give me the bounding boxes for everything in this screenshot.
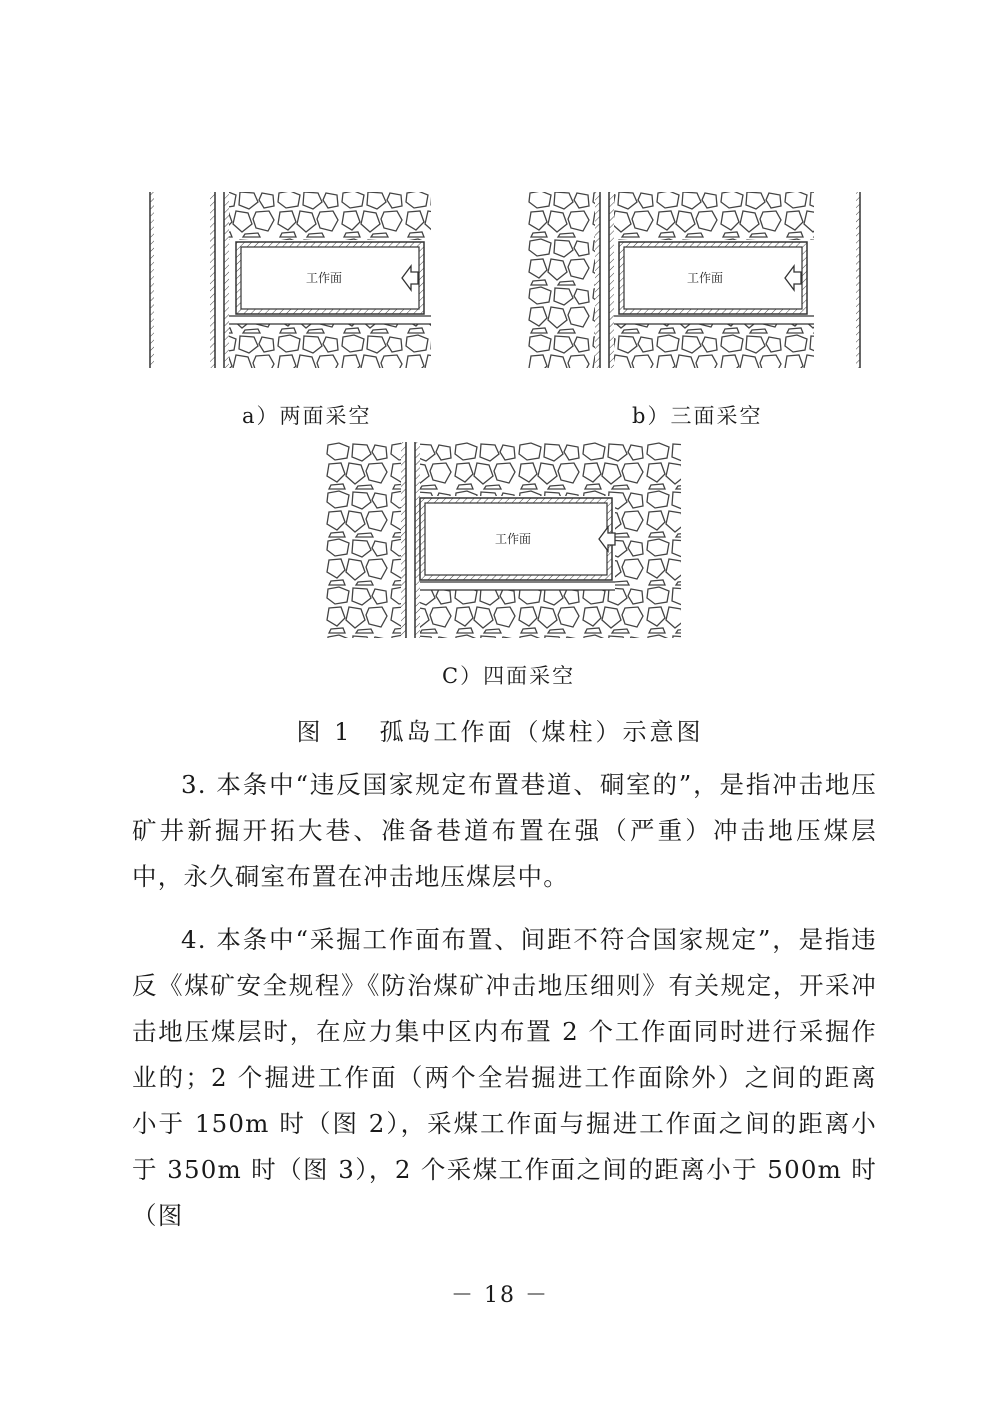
goaf-boundary-right [856,192,860,368]
goaf-right [615,496,681,590]
figure-a [148,190,431,370]
figure-title: 图 1 孤岛工作面（煤柱）示意图 [296,718,704,746]
workface-label: 工作面 [494,532,532,546]
workface-label: 工作面 [686,271,724,285]
paragraph-4: 4. 本条中“采掘工作面布置、间距不符合国家规定”，是指违反《煤矿安全规程》《防治煤矿冲击地压细则》有关规定，开采冲击地压煤层时，在应力集中区内布置 2 个工作面同时进行采掘作业的；2 个掘进工作面（两个全岩掘进工作面除外）之间的距离小于 150m 时（图 2），采煤工作面与掘进工作面之间的距离小于 350m 时（图 3），2 个采煤工作面之间的距离小于 500m 时（图 [132,925,877,1230]
roadway-vertical [401,442,420,638]
workface-panel [420,498,615,580]
figure-b [527,190,864,370]
goaf-top [420,442,681,496]
goaf-left [527,192,595,368]
goaf-bottom [614,324,814,368]
workface-panel [236,242,424,314]
goaf-top [614,192,814,240]
roadway-vertical [595,192,614,368]
caption-c: C）四面采空 [442,664,576,688]
workface-panel [619,242,807,314]
coal-goaf-top [229,192,431,240]
roadway-vertical [210,192,229,368]
caption-b: b）三面采空 [632,404,763,428]
figure-c [325,442,681,638]
caption-a: a）两面采空 [242,404,372,428]
page-number: － 18 － [451,1283,549,1308]
goaf-boundary-left [150,192,154,368]
goaf-left [325,442,401,638]
workface-label: 工作面 [305,271,343,285]
coal-goaf-bottom [229,324,431,368]
paragraph-3: 3. 本条中“违反国家规定布置巷道、硐室的”，是指冲击地压矿井新掘开拓大巷、准备巷道布置在强（严重）冲击地压煤层中，永久硐室布置在冲击地压煤层中。 [132,770,877,891]
goaf-bottom [420,590,681,638]
